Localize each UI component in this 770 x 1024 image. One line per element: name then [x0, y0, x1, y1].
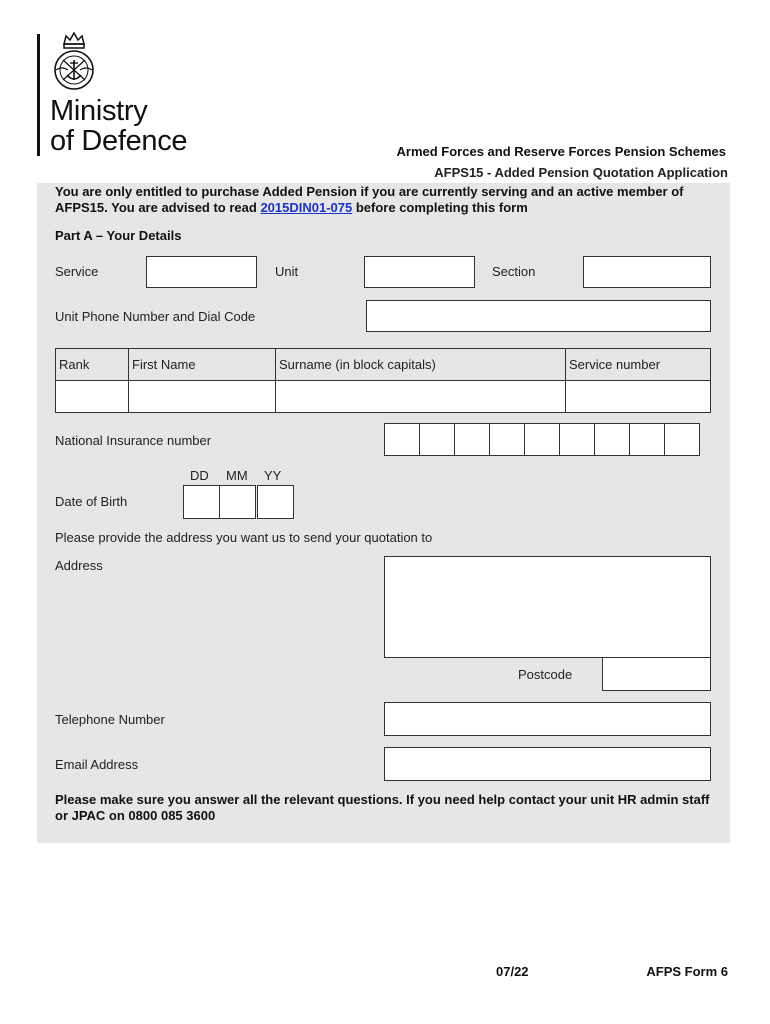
org-line-2: of Defence — [50, 125, 188, 157]
organisation-name — [50, 96, 187, 156]
unit-input[interactable] — [364, 256, 475, 288]
service-number-header: Service number — [565, 348, 711, 381]
telephone-input[interactable] — [384, 702, 711, 736]
postcode-input[interactable] — [602, 657, 711, 691]
rank-header: Rank — [55, 348, 129, 381]
footer-date: 07/22 — [496, 964, 529, 979]
ni-label: National Insurance number — [55, 433, 212, 448]
unit-label: Unit — [275, 264, 299, 279]
intro-text-before: You are only entitled to purchase Added Pension if you are currently serving and an active member of AFPS15. You are advised to read — [55, 184, 684, 215]
din-link[interactable]: 2015DIN01-075 — [260, 200, 353, 215]
ni-char-input[interactable] — [559, 423, 595, 456]
royal-crest-icon — [48, 30, 100, 96]
scheme-title: Armed Forces and Reserve Forces Pension Schemes — [396, 144, 726, 159]
ni-char-input[interactable] — [664, 423, 700, 456]
ni-char-input[interactable] — [454, 423, 490, 456]
ni-char-input[interactable] — [524, 423, 560, 456]
ni-char-input[interactable] — [419, 423, 455, 456]
logo-divider — [37, 34, 40, 156]
dob-year-input[interactable] — [257, 485, 294, 519]
footer-form-ref: AFPS Form 6 — [646, 964, 728, 979]
surname-header: Surname (in block capitals) — [275, 348, 566, 381]
service-label: Service — [55, 264, 99, 279]
email-label: Email Address — [55, 757, 139, 772]
section-input[interactable] — [583, 256, 711, 288]
first-name-header: First Name — [128, 348, 276, 381]
dob-month-input[interactable] — [219, 485, 256, 519]
ni-char-input[interactable] — [489, 423, 525, 456]
dob-dd-label: DD — [190, 468, 209, 483]
email-input[interactable] — [384, 747, 711, 781]
ni-char-input[interactable] — [594, 423, 630, 456]
service-input[interactable] — [146, 256, 257, 288]
address-input[interactable] — [384, 556, 711, 658]
intro-text — [55, 184, 715, 216]
unit-phone-input[interactable] — [366, 300, 711, 332]
first-name-input[interactable] — [128, 380, 276, 413]
address-prompt: Please provide the address you want us to send your quotation to — [55, 530, 433, 545]
postcode-label: Postcode — [518, 667, 573, 682]
telephone-label: Telephone Number — [55, 712, 165, 727]
form-title: AFPS15 - Added Pension Quotation Application — [434, 165, 728, 180]
ni-char-input[interactable] — [384, 423, 420, 456]
ni-char-input[interactable] — [629, 423, 665, 456]
part-a-title: Part A – Your Details — [55, 228, 182, 243]
rank-input[interactable] — [55, 380, 129, 413]
dob-day-input[interactable] — [183, 485, 220, 519]
dob-yy-label: YY — [264, 468, 282, 483]
surname-input[interactable] — [275, 380, 566, 413]
dob-label: Date of Birth — [55, 494, 128, 509]
ni-input-group — [384, 423, 712, 456]
address-label: Address — [55, 558, 103, 573]
service-number-input[interactable] — [565, 380, 711, 413]
org-line-1: Ministry — [50, 95, 148, 127]
help-text: Please make sure you answer all the relevant questions. If you need help contact your unit HR admin staff or JPAC on 0800 085 3600 — [55, 792, 710, 823]
intro-text-after: before completing this form — [352, 200, 528, 215]
section-label: Section — [492, 264, 536, 279]
dob-mm-label: MM — [226, 468, 248, 483]
unit-phone-label: Unit Phone Number and Dial Code — [55, 309, 256, 324]
